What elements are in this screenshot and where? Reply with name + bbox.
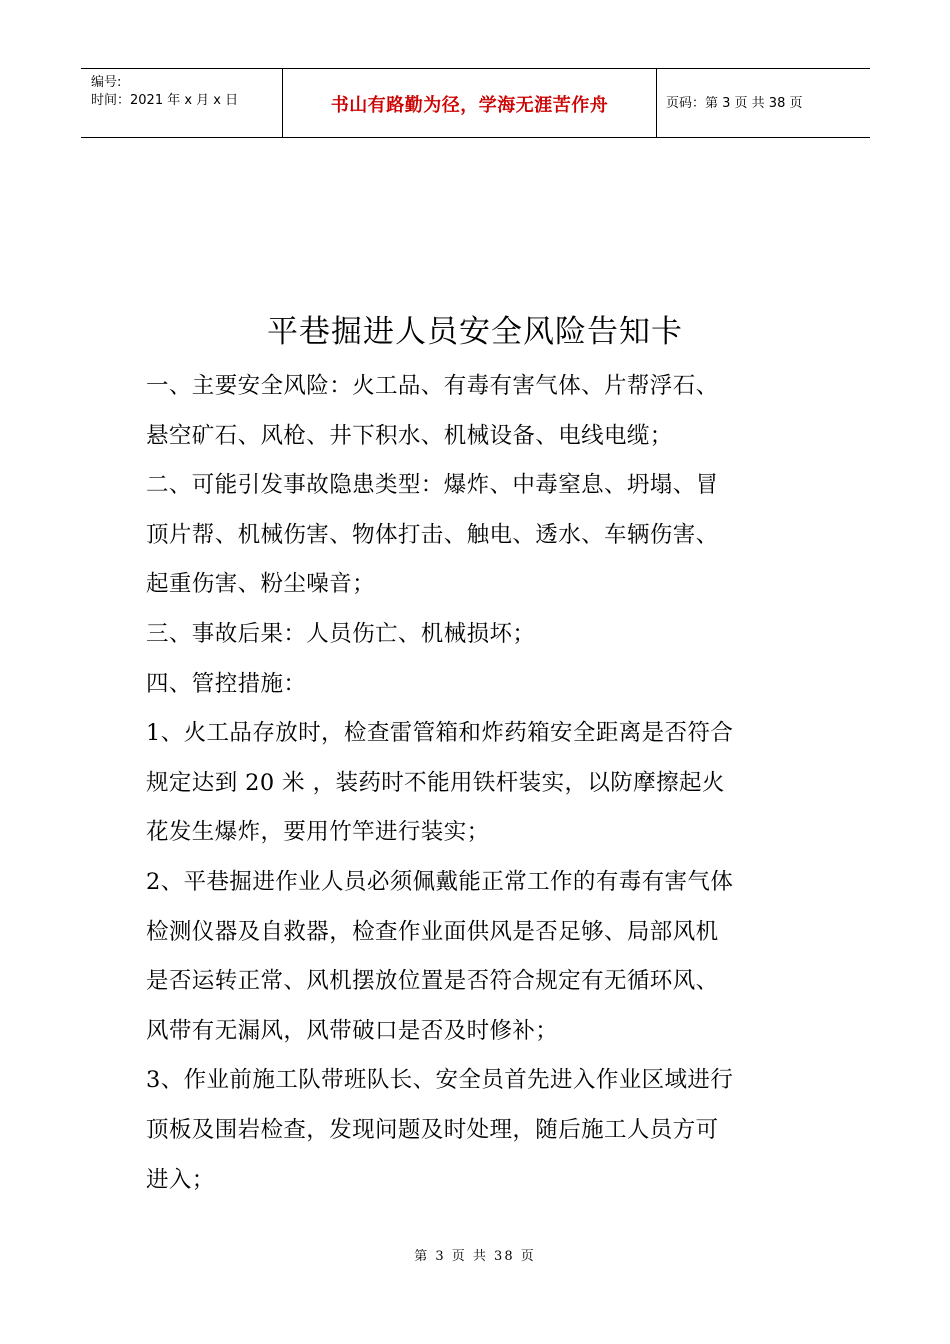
- body-line: 1、火工品存放时，检查雷管箱和炸药箱安全距离是否符合: [146, 720, 734, 747]
- body-line: 三、事故后果：人员伤亡、机械损坏；: [146, 620, 536, 647]
- body-line: 3、作业前施工队带班队长、安全员首先进入作业区域进行: [146, 1067, 734, 1094]
- body-line: 花发生爆炸，要用竹竿进行装实；: [146, 819, 490, 846]
- page-info: 页码：第 3 页 共 38 页: [666, 96, 803, 111]
- body-line: 二、可能引发事故隐患类型：爆炸、中毒窒息、坍塌、冒: [146, 472, 719, 499]
- body-line: 风带有无漏风，风带破口是否及时修补；: [146, 1017, 559, 1044]
- body-line: 检测仪器及自救器，检查作业面供风是否足够、局部风机: [146, 918, 719, 945]
- code-label: 编号:: [91, 75, 122, 90]
- body-line: 2、平巷掘进作业人员必须佩戴能正常工作的有毒有害气体: [146, 868, 734, 895]
- document-body: [146, 362, 816, 1205]
- time-label: 时间：2021 年 x 月 x 日: [91, 93, 239, 108]
- motto-text: 书山有路勤为径，学海无涯苦作舟: [330, 95, 609, 116]
- header-page-cell: [657, 69, 870, 137]
- header-meta-cell: [81, 69, 283, 137]
- body-line: 起重伤害、粉尘噪音；: [146, 571, 376, 598]
- body-line: 顶板及围岩检查，发现问题及时处理，随后施工人员方可: [146, 1116, 719, 1143]
- document-title: 平巷掘进人员安全风险告知卡: [267, 314, 683, 350]
- body-line: 进入；: [146, 1166, 215, 1193]
- body-line: 四、管控措施：: [146, 670, 307, 697]
- page-header: [81, 68, 870, 138]
- header-motto-cell: [283, 69, 657, 137]
- body-line: 规定达到 20 米 ，装药时不能用铁杆装实，以防摩擦起火: [146, 769, 725, 796]
- body-line: 顶片帮、机械伤害、物体打击、触电、透水、车辆伤害、: [146, 521, 719, 548]
- body-line: 是否运转正常、风机摆放位置是否符合规定有无循环风、: [146, 968, 719, 995]
- body-line: 悬空矿石、风枪、井下积水、机械设备、电线电缆；: [146, 422, 673, 449]
- page-footer: 第 3 页 共 38 页: [414, 1249, 536, 1264]
- body-line: 一、主要安全风险：火工品、有毒有害气体、片帮浮石、: [146, 373, 719, 399]
